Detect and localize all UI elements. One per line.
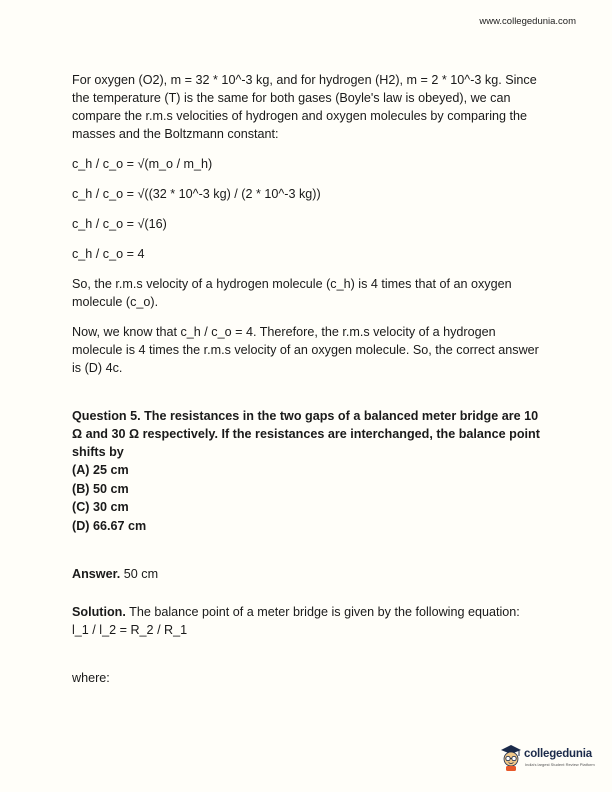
logo-brand: collegedunia bbox=[524, 748, 592, 760]
question-5: Question 5. The resistances in the two gaps of a balanced meter bridge are 10 Ω and 30 Ω respectively. If the resistances are interchanged, the balance point shifts by bbox=[72, 409, 540, 459]
page-content bbox=[72, 71, 542, 687]
where-label: where: bbox=[72, 671, 110, 685]
equation-2: c_h / c_o = √((32 * 10^-3 kg) / (2 * 10^-3 kg)) bbox=[72, 187, 321, 201]
collegedunia-logo[interactable] bbox=[498, 740, 602, 780]
question-options bbox=[72, 461, 542, 535]
paragraph-conclusion: Now, we know that c_h / c_o = 4. Therefore, the r.m.s velocity of a hydrogen molecule is 4 times the r.m.s velocity of an oxygen molecule. So, the correct answer is (D) 4c. bbox=[72, 325, 539, 375]
option-c: (C) 30 cm bbox=[72, 500, 129, 514]
solution-label: Solution. bbox=[72, 605, 126, 619]
option-b: (B) 50 cm bbox=[72, 481, 129, 496]
logo-tagline: India's largest Student Review Platform bbox=[525, 762, 595, 767]
paragraph-oxygen-hydrogen: For oxygen (O2), m = 32 * 10^-3 kg, and for hydrogen (H2), m = 2 * 10^-3 kg. Since the temperature (T) is the same for both gases (Boyle's law is obeyed), we can compare the r.m.s velocities of hydrogen and oxygen molecules by comparing the masses and the Boltzmann constant: bbox=[72, 73, 537, 141]
solution-text: The balance point of a meter bridge is given by the following equation: bbox=[125, 605, 520, 619]
solution-line bbox=[72, 603, 542, 621]
site-url[interactable]: www.collegedunia.com bbox=[479, 16, 576, 27]
answer-line bbox=[72, 565, 542, 583]
paragraph-result: So, the r.m.s velocity of a hydrogen molecule (c_h) is 4 times that of an oxygen molecule (c_o). bbox=[72, 277, 512, 309]
equation-4: c_h / c_o = 4 bbox=[72, 247, 145, 261]
answer-value: 50 cm bbox=[120, 567, 159, 581]
option-a: (A) 25 cm bbox=[72, 463, 129, 477]
solution-equation: l_1 / l_2 = R_2 / R_1 bbox=[72, 623, 188, 637]
equation-3: c_h / c_o = √(16) bbox=[72, 217, 167, 231]
equation-1: c_h / c_o = √(m_o / m_h) bbox=[72, 157, 213, 171]
option-d: (D) 66.67 cm bbox=[72, 518, 147, 533]
answer-label: Answer. bbox=[72, 567, 121, 581]
student-mascot-icon bbox=[498, 742, 524, 772]
